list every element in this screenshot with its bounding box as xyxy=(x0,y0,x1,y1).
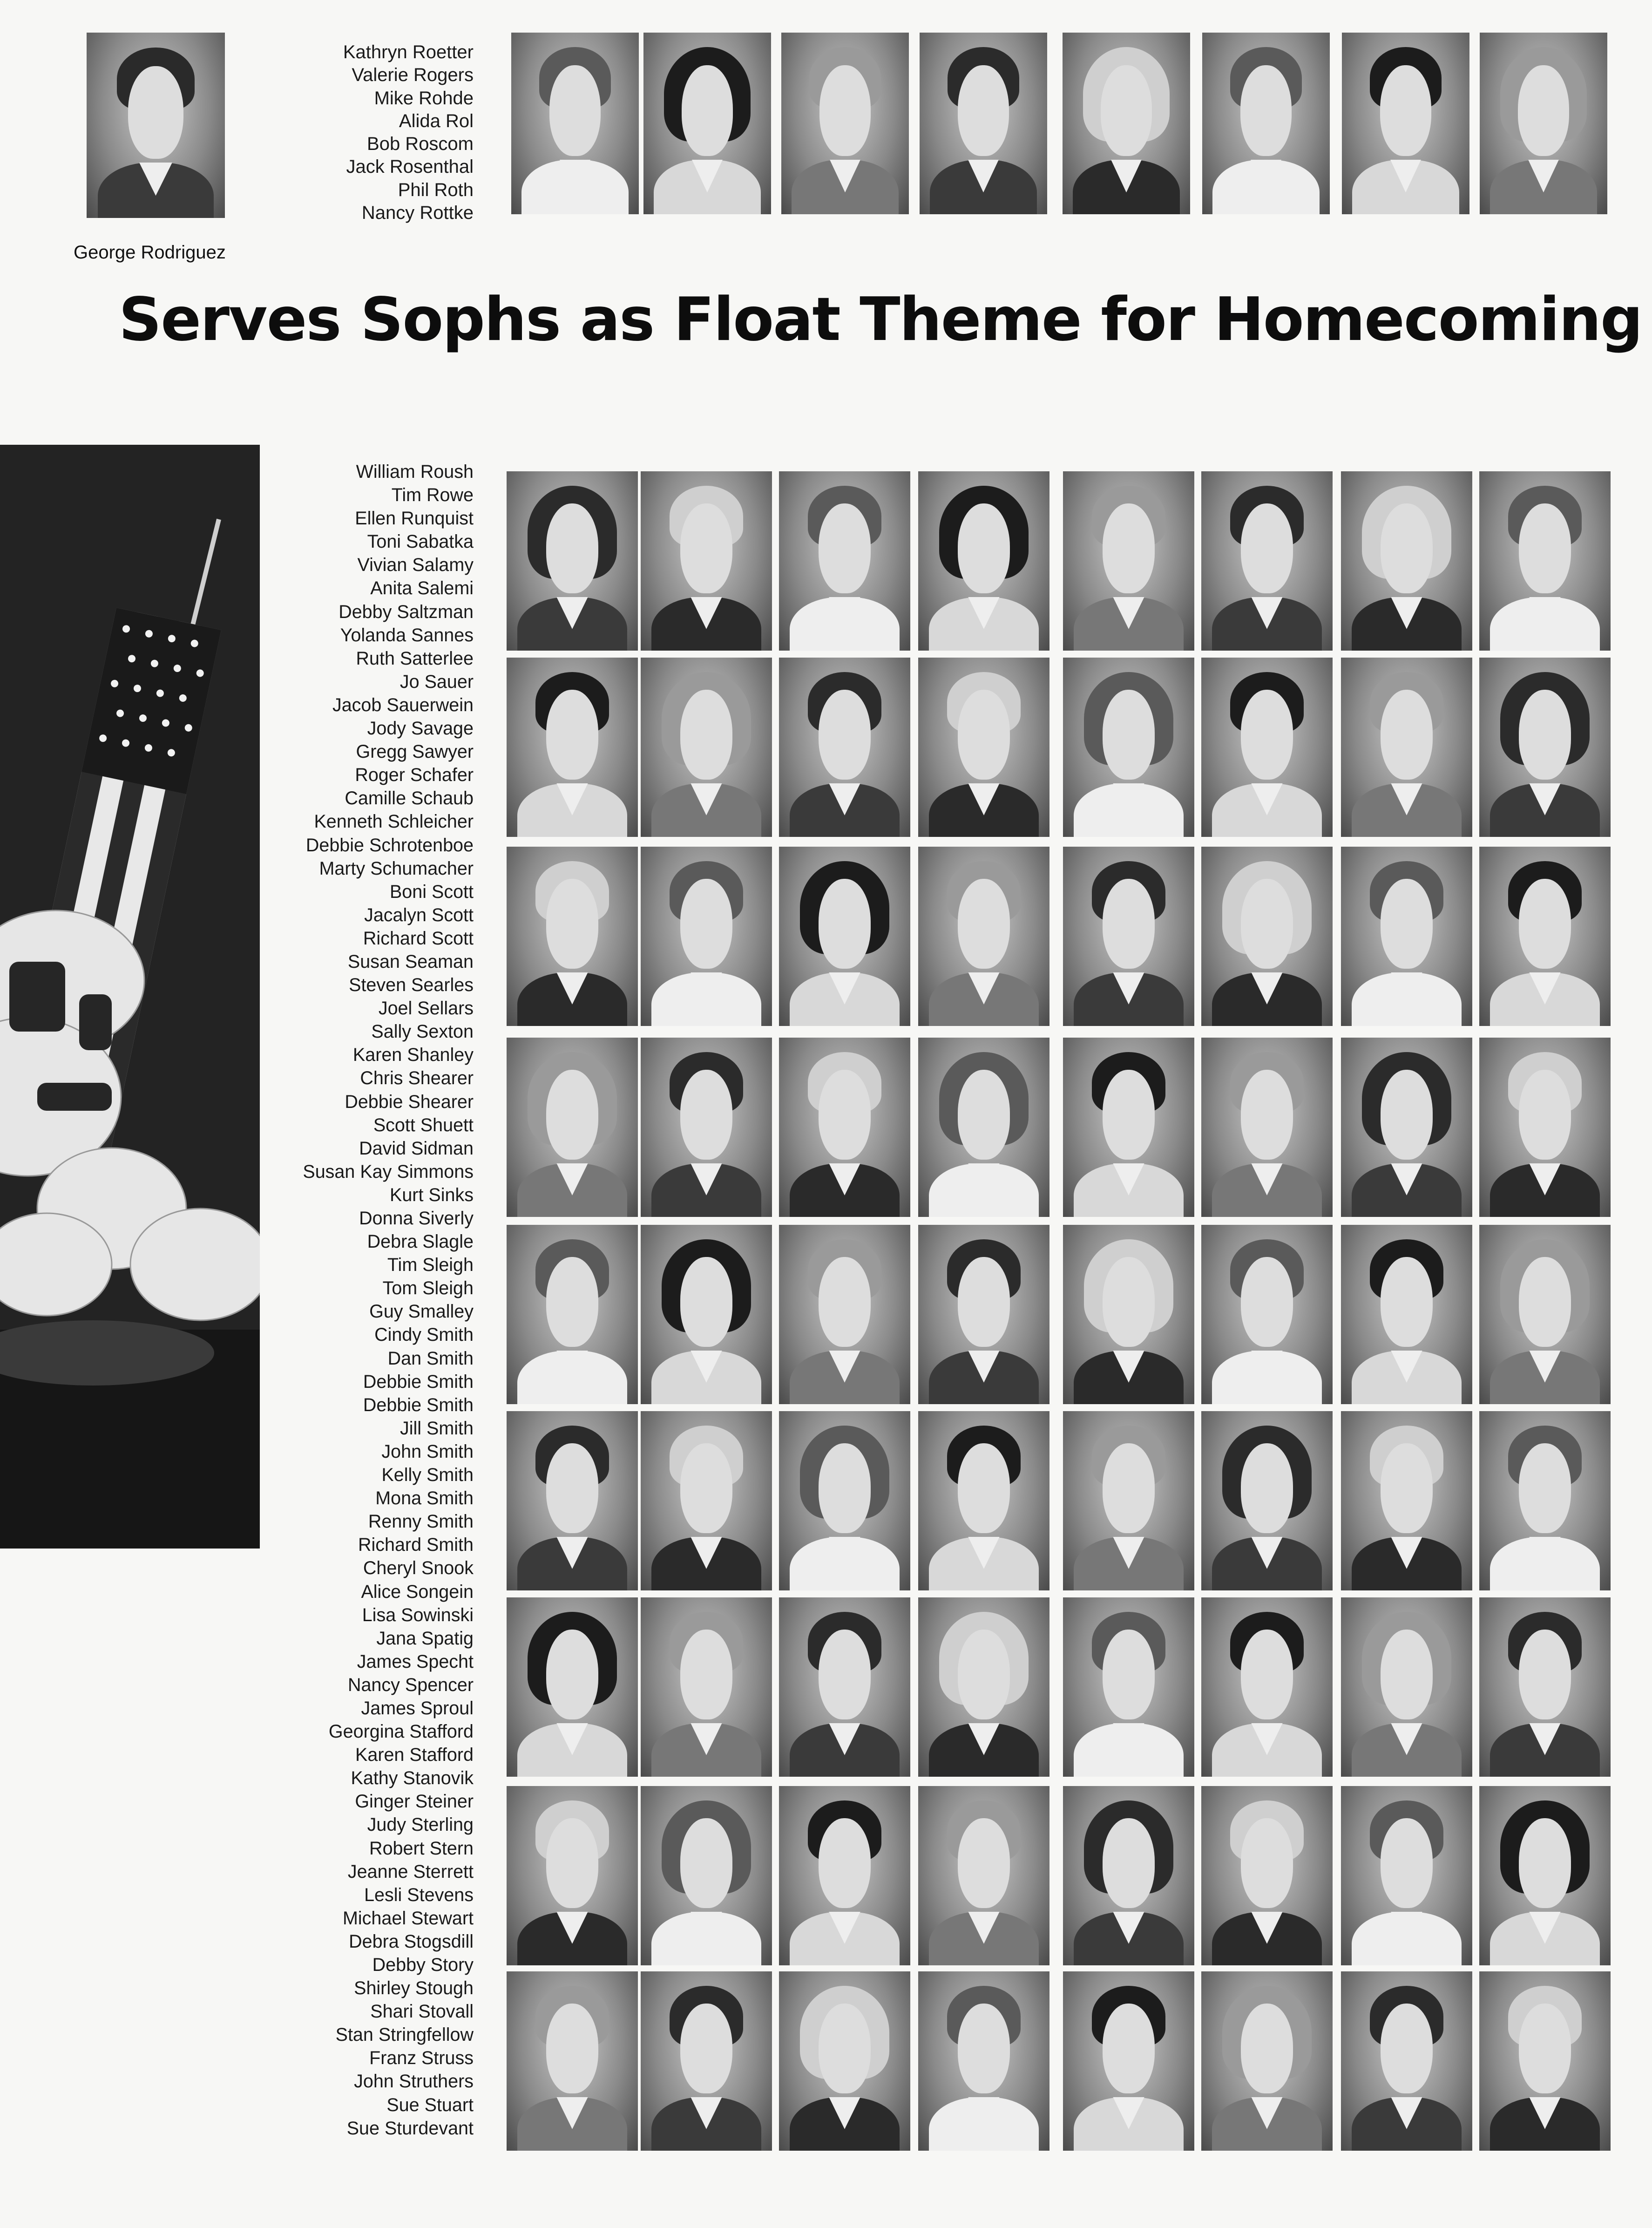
student-portrait xyxy=(918,1411,1049,1590)
name-label: Ginger Steiner xyxy=(355,1791,474,1812)
name-label: Alice Songein xyxy=(361,1581,474,1602)
name-label: Toni Sabatka xyxy=(367,531,474,552)
student-portrait xyxy=(781,33,909,214)
student-portrait xyxy=(1063,471,1194,651)
student-portrait xyxy=(920,33,1047,214)
main-name-list xyxy=(303,460,474,2140)
name-label: Jacob Sauerwein xyxy=(332,694,474,715)
student-portrait xyxy=(507,471,638,651)
name-label: Debbie Smith xyxy=(363,1394,474,1415)
student-portrait xyxy=(1063,1786,1194,1965)
student-portrait xyxy=(1479,1411,1611,1590)
name-label: Dan Smith xyxy=(387,1348,474,1369)
name-label: Debra Stogsdill xyxy=(349,1931,474,1952)
student-portrait xyxy=(1201,1411,1333,1590)
student-portrait xyxy=(1342,33,1469,214)
name-label: Jill Smith xyxy=(399,1418,474,1439)
student-portrait xyxy=(779,1971,910,2151)
name-label: Joel Sellars xyxy=(378,998,474,1019)
name-label: John Smith xyxy=(381,1441,474,1462)
name-label: Judy Sterling xyxy=(367,1814,474,1835)
name-label: Jack Rosenthal xyxy=(346,156,474,177)
name-label: Tim Rowe xyxy=(391,485,474,506)
name-label: Susan Kay Simmons xyxy=(303,1161,474,1182)
name-label: Debbie Shearer xyxy=(345,1091,474,1112)
student-portrait xyxy=(1479,1225,1611,1404)
name-label: Chris Shearer xyxy=(360,1068,474,1089)
name-label: Ruth Satterlee xyxy=(356,648,474,669)
student-portrait xyxy=(511,33,639,214)
name-label: Alida Rol xyxy=(399,110,474,131)
name-label: Guy Smalley xyxy=(369,1301,474,1322)
student-portrait xyxy=(1479,847,1611,1026)
name-label: Jeanne Sterrett xyxy=(347,1861,474,1882)
name-label: Mona Smith xyxy=(375,1488,474,1509)
student-portrait xyxy=(643,33,771,214)
name-label: Karen Stafford xyxy=(355,1745,474,1766)
student-portrait xyxy=(1201,1597,1333,1777)
student-portrait xyxy=(1201,658,1333,837)
student-portrait xyxy=(507,1225,638,1404)
student-portrait xyxy=(641,658,772,837)
student-portrait xyxy=(507,1786,638,1965)
student-portrait xyxy=(507,658,638,837)
student-portrait xyxy=(1479,1971,1611,2151)
name-label: William Roush xyxy=(356,462,474,482)
name-label: Ellen Runquist xyxy=(355,508,474,529)
student-portrait xyxy=(1341,847,1472,1026)
top-row-name-list xyxy=(343,41,474,224)
name-label: Marty Schumacher xyxy=(319,858,474,879)
name-label: Cindy Smith xyxy=(374,1325,474,1345)
student-portrait xyxy=(641,471,772,651)
student-portrait xyxy=(779,1225,910,1404)
student-portrait xyxy=(1480,33,1607,214)
student-portrait xyxy=(1201,1038,1333,1217)
name-label: Donna Siverly xyxy=(359,1208,474,1229)
name-label: Mike Rohde xyxy=(374,88,474,109)
student-portrait xyxy=(918,471,1049,651)
name-label: Phil Roth xyxy=(398,179,474,200)
student-portrait xyxy=(779,471,910,651)
student-portrait xyxy=(641,1225,772,1404)
name-label: Scott Shuett xyxy=(373,1114,474,1135)
student-portrait xyxy=(1063,1971,1194,2151)
name-label: Valerie Rogers xyxy=(352,65,474,86)
student-portrait xyxy=(1341,1225,1472,1404)
student-portrait xyxy=(1063,658,1194,837)
student-portrait xyxy=(779,847,910,1026)
student-portrait xyxy=(779,1786,910,1965)
name-label: Lisa Sowinski xyxy=(362,1604,474,1625)
name-label: James Specht xyxy=(357,1651,474,1672)
student-portrait xyxy=(779,1597,910,1777)
student-portrait xyxy=(1341,1597,1472,1777)
student-portrait xyxy=(1341,1971,1472,2151)
name-label: Debby Story xyxy=(372,1955,474,1975)
name-label: Renny Smith xyxy=(368,1511,474,1532)
name-label: David Sidman xyxy=(359,1138,474,1159)
student-portrait xyxy=(641,1971,772,2151)
name-label: Susan Seaman xyxy=(347,951,474,972)
student-portrait xyxy=(779,1411,910,1590)
student-portrait xyxy=(1341,1038,1472,1217)
name-label: Richard Scott xyxy=(363,928,474,949)
name-label: Tim Sleigh xyxy=(387,1255,474,1276)
student-portrait xyxy=(1479,1038,1611,1217)
student-portrait xyxy=(1479,1597,1611,1777)
student-portrait xyxy=(507,1597,638,1777)
student-portrait xyxy=(918,1971,1049,2151)
name-label: Kenneth Schleicher xyxy=(314,811,474,832)
name-label: Yolanda Sannes xyxy=(340,625,474,645)
student-portrait xyxy=(918,1786,1049,1965)
name-label: Sally Sexton xyxy=(371,1021,474,1042)
student-portrait xyxy=(507,847,638,1026)
name-label: John Struthers xyxy=(354,2071,474,2092)
name-label: Stan Stringfellow xyxy=(335,2024,474,2045)
name-label: Jody Savage xyxy=(367,718,474,739)
name-label: Bob Roscom xyxy=(367,134,474,155)
student-portrait xyxy=(1063,1225,1194,1404)
name-label: Karen Shanley xyxy=(352,1045,474,1066)
student-portrait xyxy=(1201,1225,1333,1404)
student-portrait xyxy=(1341,1786,1472,1965)
student-portrait xyxy=(641,1038,772,1217)
name-label: Michael Stewart xyxy=(343,1908,474,1929)
portrait-george-rodriguez xyxy=(87,33,225,218)
name-label: Steven Searles xyxy=(349,975,474,996)
name-label: Georgina Stafford xyxy=(328,1721,474,1742)
student-portrait xyxy=(918,658,1049,837)
page-headline: Serves Sophs as Float Theme for Homecoming xyxy=(119,285,1642,354)
student-portrait xyxy=(1063,1411,1194,1590)
name-label: Franz Struss xyxy=(369,2048,474,2069)
student-portrait xyxy=(779,1038,910,1217)
student-portrait xyxy=(1341,658,1472,837)
student-portrait xyxy=(1201,1786,1333,1965)
student-portrait xyxy=(1063,1038,1194,1217)
student-portrait xyxy=(1201,847,1333,1026)
name-label: Jacalyn Scott xyxy=(364,904,474,925)
name-label: Kathy Stanovik xyxy=(351,1768,474,1789)
student-portrait xyxy=(507,1411,638,1590)
name-label: Jo Sauer xyxy=(399,671,474,692)
name-label: Debby Saltzman xyxy=(339,601,474,622)
student-portrait xyxy=(1479,471,1611,651)
student-portrait xyxy=(507,1971,638,2151)
name-label: Shari Stovall xyxy=(370,2001,474,2022)
student-portrait xyxy=(641,1786,772,1965)
float-photo xyxy=(0,445,260,1549)
student-portrait xyxy=(641,1411,772,1590)
name-label: Lesli Stevens xyxy=(364,1884,474,1905)
student-portrait xyxy=(918,847,1049,1026)
name-label: Jana Spatig xyxy=(376,1628,474,1649)
name-label: James Sproul xyxy=(361,1698,474,1719)
name-label: Nancy Spencer xyxy=(347,1674,474,1695)
name-label: Sue Stuart xyxy=(386,2094,474,2115)
student-portrait xyxy=(918,1597,1049,1777)
name-label: Sue Sturdevant xyxy=(346,2118,474,2139)
name-label: Debbie Schrotenboe xyxy=(305,835,474,856)
student-portrait xyxy=(1341,1411,1472,1590)
name-label: Shirley Stough xyxy=(354,1978,474,1999)
student-portrait xyxy=(641,847,772,1026)
student-portrait xyxy=(1202,33,1330,214)
name-label: Debra Slagle xyxy=(367,1231,474,1252)
student-portrait xyxy=(1063,33,1190,214)
student-portrait xyxy=(779,658,910,837)
name-label: Cheryl Snook xyxy=(363,1558,474,1579)
student-portrait xyxy=(1201,1971,1333,2151)
portrait-caption: George Rodriguez xyxy=(74,242,226,263)
name-label: Tom Sleigh xyxy=(382,1278,474,1299)
name-label: Vivian Salamy xyxy=(357,555,474,576)
name-label: Roger Schafer xyxy=(355,765,474,786)
name-label: Kathryn Roetter xyxy=(343,42,474,62)
name-label: Kurt Sinks xyxy=(389,1184,474,1205)
student-portrait xyxy=(1063,847,1194,1026)
student-portrait xyxy=(507,1038,638,1217)
student-portrait xyxy=(1479,658,1611,837)
student-portrait xyxy=(918,1225,1049,1404)
student-portrait xyxy=(918,1038,1049,1217)
name-label: Nancy Rottke xyxy=(361,203,474,224)
name-label: Kelly Smith xyxy=(381,1465,474,1486)
student-portrait xyxy=(1479,1786,1611,1965)
name-label: Camille Schaub xyxy=(345,788,474,809)
student-portrait xyxy=(1201,471,1333,651)
name-label: Gregg Sawyer xyxy=(356,741,474,762)
name-label: Boni Scott xyxy=(389,881,474,902)
name-label: Debbie Smith xyxy=(363,1371,474,1392)
name-label: Richard Smith xyxy=(358,1535,474,1556)
student-portrait xyxy=(641,1597,772,1777)
student-portrait xyxy=(1341,471,1472,651)
name-label: Robert Stern xyxy=(369,1838,474,1859)
name-label: Anita Salemi xyxy=(370,578,474,599)
student-portrait xyxy=(1063,1597,1194,1777)
